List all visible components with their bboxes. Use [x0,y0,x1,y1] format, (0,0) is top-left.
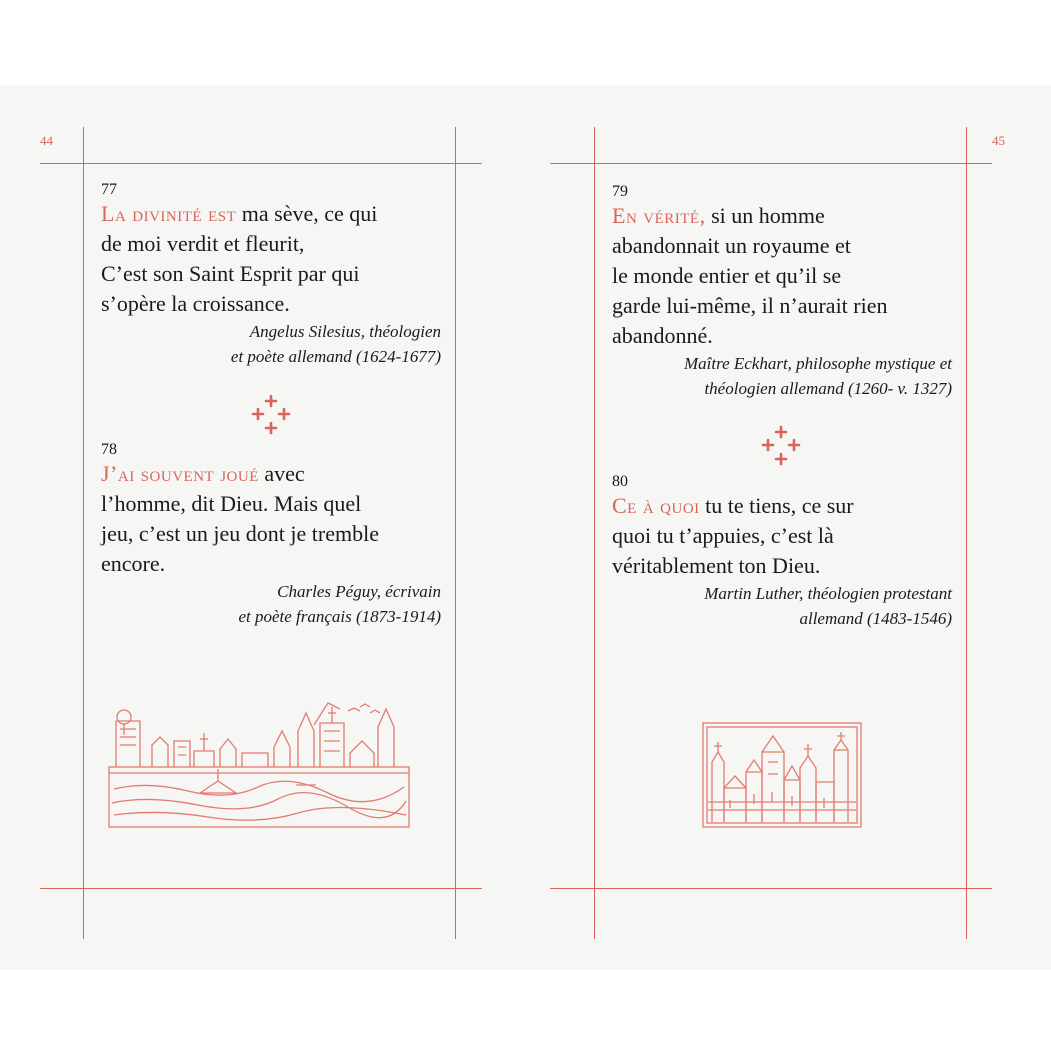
left-page [0,85,525,970]
entry-number: 77 [101,181,117,198]
quote-text: J’ai souvent joué avec l’homme, dit Dieu. Mais quel jeu, c’est un jeu dont je tremble encore. [101,461,379,576]
quote-entry [612,473,952,631]
top-rule [40,163,482,164]
bottom-rule [40,888,482,889]
outer-margin-rule [455,127,456,939]
quote-entry [101,441,441,629]
quote-entry [101,181,441,369]
attribution: Maître Eckhart, philosophe mystique et théologien allemand (1260- v. 1327) [683,354,952,398]
right-page [526,85,1051,970]
lead-in: La divinité est [101,201,237,226]
lead-in: En vérité, [612,203,706,228]
bottom-rule [550,888,992,889]
entry-number: 80 [612,473,628,490]
entry-number: 78 [101,441,117,458]
four-crosses-ornament [248,392,294,438]
top-rule [550,163,992,164]
page-number: 44 [40,133,53,148]
outer-margin-rule [966,127,967,939]
lead-in: J’ai souvent joué [101,461,259,486]
quote-text: La divinité est ma sève, ce qui de moi verdit et fleurit, C’est son Saint Esprit par qui s’opère la croissance. [101,201,378,316]
entry-number: 79 [612,183,628,200]
book-spread [0,85,1051,970]
walled-town-woodcut [702,722,862,828]
page-number: 45 [992,133,1005,148]
four-crosses-ornament [758,423,804,469]
city-panorama-woodcut [108,695,410,829]
attribution: Charles Péguy, écrivain et poète français (1873-1914) [238,582,441,626]
inner-margin-rule [83,127,84,939]
quote-text: Ce à quoi tu te tiens, ce sur quoi tu t’appuies, c’est là véritablement ton Dieu. [612,493,854,578]
attribution: Martin Luther, théologien protestant allemand (1483-1546) [704,584,952,628]
quote-text: En vérité, si un homme abandonnait un royaume et le monde entier et qu’il se garde lui-même, il n’aurait rien abandonné. [612,203,888,348]
inner-margin-rule [594,127,595,939]
quote-entry [612,183,952,401]
lead-in: Ce à quoi [612,493,700,518]
attribution: Angelus Silesius, théologien et poète allemand (1624-1677) [230,322,441,366]
